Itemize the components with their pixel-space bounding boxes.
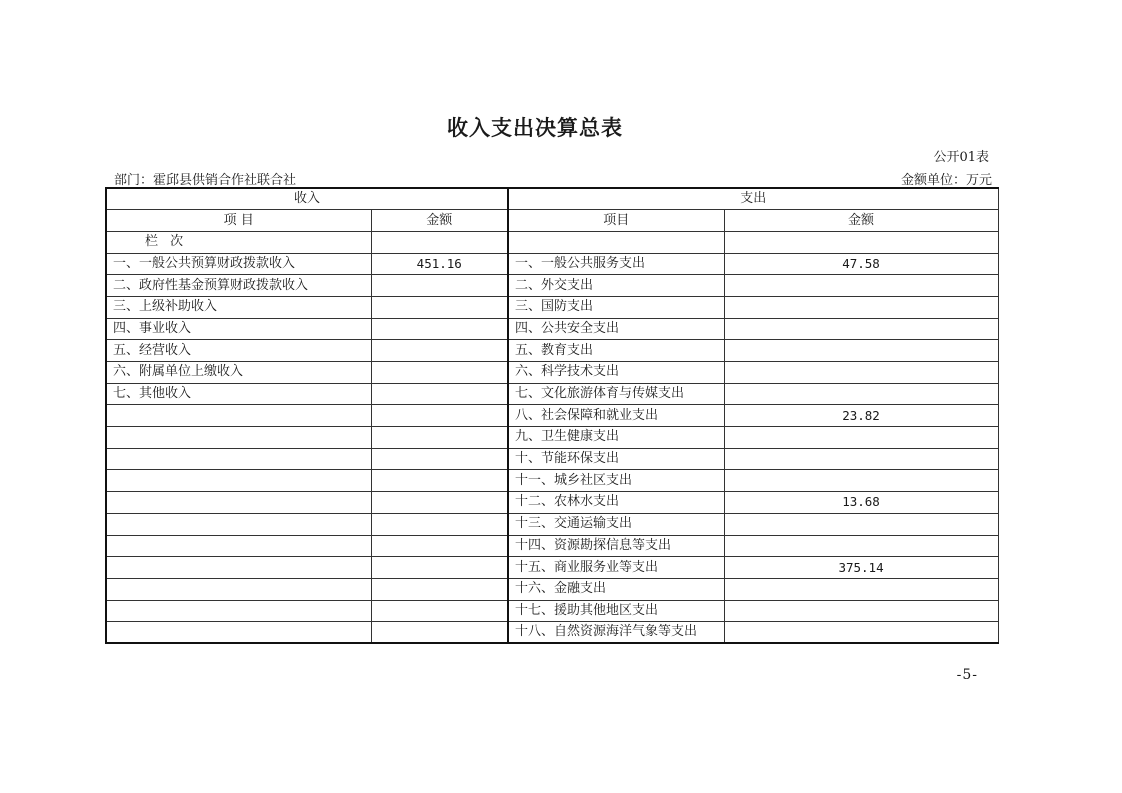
expense-amount-cell (724, 535, 998, 557)
row-order-cell (371, 231, 508, 253)
income-item-cell (106, 557, 371, 579)
expense-amount-cell (724, 275, 998, 297)
expense-item-cell: 八、社会保障和就业支出 (508, 405, 724, 427)
expense-item-cell: 六、科学技术支出 (508, 362, 724, 384)
table-row (106, 340, 998, 362)
income-amount-cell (371, 362, 508, 384)
income-amount-cell (371, 535, 508, 557)
expense-item-cell: 十三、交通运输支出 (508, 513, 724, 535)
expense-item-cell: 十一、城乡社区支出 (508, 470, 724, 492)
income-amount-cell (371, 405, 508, 427)
income-item-cell (106, 427, 371, 449)
expense-amount-cell: 23.82 (724, 405, 998, 427)
income-amount-cell (371, 383, 508, 405)
income-item-cell (106, 448, 371, 470)
expense-item-cell: 五、教育支出 (508, 340, 724, 362)
expense-amount-cell (724, 296, 998, 318)
expense-amount-cell (724, 578, 998, 600)
income-item-cell (106, 492, 371, 514)
row-order-cell (724, 231, 998, 253)
expense-item-cell: 十五、商业服务业等支出 (508, 557, 724, 579)
expense-item-cell: 十四、资源勘探信息等支出 (508, 535, 724, 557)
income-amount-cell (371, 578, 508, 600)
table-row (106, 557, 998, 579)
income-item-cell (106, 535, 371, 557)
table-row (106, 318, 998, 340)
income-amount-cell (371, 275, 508, 297)
expense-item-cell: 一、一般公共服务支出 (508, 253, 724, 275)
expense-item-cell: 十七、援助其他地区支出 (508, 600, 724, 622)
expense-item-header: 项目 (508, 210, 724, 232)
income-item-cell: 五、经营收入 (106, 340, 371, 362)
income-item-cell (106, 513, 371, 535)
expense-item-cell: 七、文化旅游体育与传媒支出 (508, 383, 724, 405)
income-item-cell (106, 470, 371, 492)
income-expense-table (105, 187, 999, 644)
income-item-cell (106, 622, 371, 644)
table-row (106, 492, 998, 514)
income-item-cell: 四、事业收入 (106, 318, 371, 340)
table-row (106, 600, 998, 622)
income-item-cell (106, 600, 371, 622)
expense-item-cell: 十二、农林水支出 (508, 492, 724, 514)
expense-item-cell: 九、卫生健康支出 (508, 427, 724, 449)
income-item-cell: 七、其他收入 (106, 383, 371, 405)
table-row (106, 383, 998, 405)
expense-amount-cell (724, 427, 998, 449)
income-amount-cell: 451.16 (371, 253, 508, 275)
expense-amount-cell: 375.14 (724, 557, 998, 579)
row-order-row (106, 231, 998, 253)
expense-amount-cell: 47.58 (724, 253, 998, 275)
income-item-cell (106, 578, 371, 600)
income-amount-cell (371, 492, 508, 514)
income-amount-cell (371, 340, 508, 362)
table-row (106, 622, 998, 644)
income-amount-cell (371, 513, 508, 535)
income-item-cell: 六、附属单位上缴收入 (106, 362, 371, 384)
table-row (106, 578, 998, 600)
expense-item-cell: 十八、自然资源海洋气象等支出 (508, 622, 724, 644)
income-header: 收入 (106, 188, 508, 210)
table-row (106, 535, 998, 557)
income-amount-cell (371, 600, 508, 622)
expense-amount-cell (724, 470, 998, 492)
expense-amount-cell (724, 622, 998, 644)
table-row (106, 448, 998, 470)
table-row (106, 362, 998, 384)
income-amount-cell (371, 427, 508, 449)
income-amount-cell (371, 318, 508, 340)
department-label: 部门：霍邱县供销合作社联合社 (114, 173, 297, 188)
table-row (106, 513, 998, 535)
table-row (106, 405, 998, 427)
income-item-cell: 一、一般公共预算财政拨款收入 (106, 253, 371, 275)
expense-amount-cell (724, 448, 998, 470)
expense-item-cell: 二、外交支出 (508, 275, 724, 297)
expense-item-cell: 十、节能环保支出 (508, 448, 724, 470)
income-amount-cell (371, 557, 508, 579)
table-row (106, 427, 998, 449)
income-amount-cell (371, 448, 508, 470)
income-amount-cell (371, 296, 508, 318)
row-order-cell (508, 231, 724, 253)
expense-amount-cell (724, 340, 998, 362)
table-row (106, 253, 998, 275)
income-item-cell: 三、上级补助收入 (106, 296, 371, 318)
expense-amount-cell (724, 318, 998, 340)
expense-header: 支出 (508, 188, 998, 210)
page-title: 收入支出决算总表 (447, 116, 623, 140)
income-amount-cell (371, 470, 508, 492)
expense-item-cell: 四、公共安全支出 (508, 318, 724, 340)
table-row (106, 275, 998, 297)
expense-amount-cell (724, 600, 998, 622)
expense-amount-cell (724, 362, 998, 384)
expense-amount-cell (724, 383, 998, 405)
expense-amount-header: 金额 (724, 210, 998, 232)
income-item-header: 项 目 (106, 210, 371, 232)
income-amount-header: 金额 (371, 210, 508, 232)
expense-amount-cell: 13.68 (724, 492, 998, 514)
header-row-columns (106, 210, 998, 232)
income-item-cell (106, 405, 371, 427)
table-row (106, 296, 998, 318)
expense-item-cell: 十六、金融支出 (508, 578, 724, 600)
income-amount-cell (371, 622, 508, 644)
header-row-groups (106, 188, 998, 210)
form-number: 公开01表 (933, 150, 989, 165)
table-row (106, 470, 998, 492)
expense-amount-cell (724, 513, 998, 535)
expense-item-cell: 三、国防支出 (508, 296, 724, 318)
amount-unit-label: 金额单位：万元 (900, 173, 992, 188)
page-number: -5- (956, 667, 978, 683)
row-order-label: 栏 次 (106, 231, 371, 253)
income-item-cell: 二、政府性基金预算财政拨款收入 (106, 275, 371, 297)
